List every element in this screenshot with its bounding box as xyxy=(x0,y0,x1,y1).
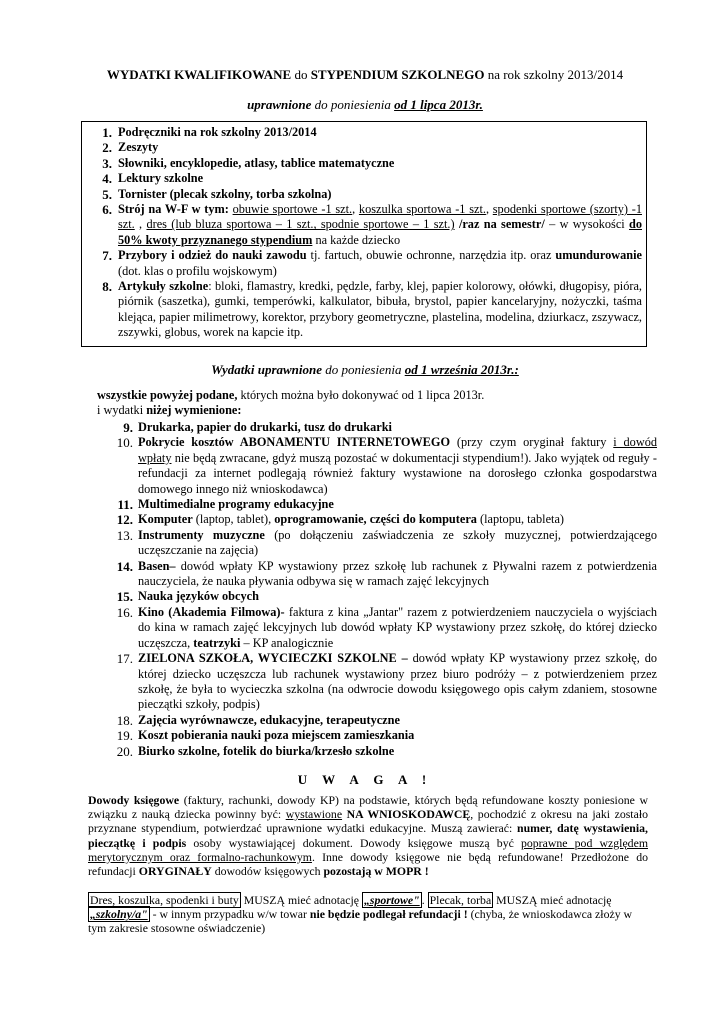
note2-t4: - w innym przypadku w/w towar xyxy=(149,907,310,922)
annotation-paragraph xyxy=(88,893,648,936)
item13-head: Instrumenty muzyczne xyxy=(138,527,265,542)
item-text: Tornister (plecak szkolny, torba szkolna) xyxy=(118,186,332,201)
document-subtitle xyxy=(60,97,670,112)
eligible-items-list xyxy=(86,125,642,341)
subtitle-part-3: od 1 lipca 2013r. xyxy=(394,97,483,112)
section2-part-3: od 1 września 2013r.: xyxy=(404,362,519,377)
item16-t1: faktura z kina „Jantar" razem z potwierdzeniem nauczyciela o wyjściach do kina w ramach zajęć lekcyjnych lub dowód wpłaty KP wystawiony przez szkołę, do której dziecko uczęszcza, xyxy=(138,604,657,650)
item8-text: : bloki, flamastry, kredki, pędzle, farby, klej, papier kolorowy, ołówki, długopisy, pióra, piórnik (saszetka), gumki, temperówki, kalkulator, bibuła, brystol, papier kancelaryjny, nożyczki, taśma klejąca, papier milimetrowy, korektor, przybory geometryczne, plastelina, modelina, dziurkacz, zszywacz, zszywki, globus, worek na kapcie itp. xyxy=(118,279,642,340)
item-text: Koszt pobierania nauki poza miejscem zamieszkania xyxy=(138,728,415,743)
item6-seg7: do 50% kwoty przyznanego stypendium xyxy=(118,217,643,247)
note2-box3: Plecak, torba xyxy=(429,893,492,907)
item10-head: Pokrycie kosztów ABONAMENTU INTERNETOWEGO xyxy=(138,435,451,450)
note-u2: poprawne pod względem merytorycznym oraz formalno-rachunkowym xyxy=(88,835,648,864)
item6-seg4: dres (lub bluza sportowa – 1 szt., spodnie sportowe – 1 szt.) xyxy=(146,217,455,232)
section2-part-2: do poniesienia xyxy=(322,362,405,377)
item16-head2: teatrzyki xyxy=(193,635,241,650)
list-item xyxy=(86,187,642,202)
item-text xyxy=(118,279,642,341)
list-item xyxy=(86,248,642,279)
list-item xyxy=(97,512,657,527)
list-item xyxy=(86,125,642,140)
item12-head2: oprogramowanie, części do komputera xyxy=(274,512,477,527)
item-number: 14. xyxy=(116,558,133,574)
item-number: 2. xyxy=(102,140,112,156)
item-number: 15. xyxy=(116,589,133,605)
subtitle-part-1: uprawnione xyxy=(247,97,312,112)
item17-head: ZIELONA SZKOŁA, WYCIECZKI SZKOLNE – xyxy=(138,651,408,666)
list-item xyxy=(97,744,657,759)
item-number: 9. xyxy=(123,420,133,435)
section-heading xyxy=(60,362,670,377)
item-number: 5. xyxy=(102,186,112,202)
note2-box4: „szkolny/a" xyxy=(90,907,148,922)
item16-head: Kino (Akademia Filmowa)- xyxy=(138,604,285,619)
note-b4: ORYGINAŁY xyxy=(138,864,212,879)
item-text: Nauka języków obcych xyxy=(138,589,259,604)
item6-head: Strój na W-F w tym: xyxy=(118,202,229,217)
list-item xyxy=(97,605,657,651)
item7-text1: tj. fartuch, obuwie ochronne, narzędzia itp. oraz xyxy=(306,248,556,263)
item-text xyxy=(138,512,657,527)
intro-line-2 xyxy=(97,403,657,418)
item-number: 10. xyxy=(116,435,133,451)
list-item xyxy=(97,435,657,497)
item-number: 1. xyxy=(102,125,112,140)
intro-paragraph xyxy=(97,388,657,419)
item-text: Biurko szkolne, fotelik do biurka/krzesło szkolne xyxy=(138,743,395,758)
title-part-4: na rok szkolny 2013/2014 xyxy=(484,67,624,82)
note-t1: (faktury, rachunki, dowody KP) na podstawie, których będą refundowane koszty poniesione w związku z nauką dziecka powinny być: xyxy=(88,793,648,822)
item-text: Multimedialne programy edukacyjne xyxy=(138,497,334,512)
item-number: 6. xyxy=(102,202,112,218)
item-text: Podręczniki na rok szkolny 2013/2014 xyxy=(118,125,317,139)
note2-t2: . xyxy=(421,893,428,907)
item6-seg8: na każde dziecko xyxy=(312,232,401,247)
item10-u1: i dowód wpłaty xyxy=(138,435,657,465)
item7-head2: umundurowanie xyxy=(555,248,642,263)
note-t3: osoby wystawiającej dokument. Dowody księgowe muszą być xyxy=(186,835,521,850)
item-text: Zeszyty xyxy=(118,140,159,155)
item-text xyxy=(138,605,657,651)
item12-t2: (laptopu, tableta) xyxy=(476,512,565,527)
list-item xyxy=(86,140,642,155)
intro-line-1 xyxy=(97,388,657,403)
intro-line2-start: i wydatki xyxy=(97,403,147,418)
item14-t1: dowód wpłaty KP wystawiony przez szkołę lub rachunek z Pływalni razem z potwierdzenia nauczyciela, że nauka pływania odbywa się w ramach zajęć lekcyjnych xyxy=(138,558,657,589)
list-item xyxy=(97,651,657,713)
item-number: 16. xyxy=(116,604,133,620)
item6-seg2: koszulka sportowa -1 szt. xyxy=(358,202,486,217)
item-text: Zajęcia wyrównawcze, edukacyjne, terapeutyczne xyxy=(138,712,400,727)
title-part-2: do xyxy=(291,67,311,82)
note2-b1: nie będzie podlegał refundacji ! xyxy=(309,907,468,922)
item6-seg1: obuwie sportowe -1 szt. xyxy=(232,202,353,217)
item-text xyxy=(138,651,657,713)
item-text: Lektury szkolne xyxy=(118,171,204,186)
list-item xyxy=(97,420,657,435)
item-number: 8. xyxy=(102,279,112,295)
item14-head: Basen– xyxy=(138,558,176,573)
list-item xyxy=(97,713,657,728)
list-item xyxy=(86,171,642,186)
note-b3: numer, datę wystawienia, pieczątkę i podpis xyxy=(88,821,648,850)
item-text xyxy=(138,528,657,559)
note-t4: . Inne dowody księgowe nie będą refundowane! Przedłożone do refundacji xyxy=(88,849,649,879)
note2-t3: MUSZĄ mieć adnotację xyxy=(493,893,612,907)
note-t2: , pochodzić z okresu na jaki zostało przyznane stypendium, potwierdzać uprawnione wydatki edukacyjne. Muszą zawierać: xyxy=(88,807,648,836)
list-item xyxy=(97,528,657,559)
note2-t1: MUSZĄ mieć adnotację xyxy=(240,893,362,907)
list-item xyxy=(86,202,642,248)
item16-t2: – KP analogicznie xyxy=(240,635,334,650)
item10-t1: (przy czym oryginał faktury xyxy=(450,435,614,450)
list-item xyxy=(86,279,642,341)
intro-line1-bold: wszystkie powyżej podane, xyxy=(97,388,238,402)
item7-head: Przybory i odzież do nauki zawodu xyxy=(118,248,307,263)
item12-head: Komputer xyxy=(138,512,193,527)
item-number: 4. xyxy=(102,171,112,187)
title-part-3: STYPENDIUM SZKOLNEGO xyxy=(310,67,485,82)
item-text: Słowniki, encyklopedie, atlasy, tablice matematyczne xyxy=(118,155,395,170)
item13-t1: (po dołączeniu zaświadczenia ze szkoły muzycznej, potwierdzającego uczęszczanie na zajęcia) xyxy=(138,527,657,558)
item-number: 7. xyxy=(102,248,112,264)
additional-items-list xyxy=(97,420,657,759)
item-number: 11. xyxy=(117,497,133,513)
item-number: 19. xyxy=(116,728,133,744)
intro-line1-rest: których można było dokonywać od 1 lipca 2013r. xyxy=(237,388,485,402)
note-b1: Dowody księgowe xyxy=(88,793,180,807)
intro-line2-bold: niżej wymienione: xyxy=(146,403,242,418)
note-b2: NA WNIOSKODAWCĘ xyxy=(342,807,471,822)
item7-text2: (dot. klas o profilu wojskowym) xyxy=(118,263,277,278)
note2-box2: „sportowe" xyxy=(363,893,420,907)
title-part-1: WYDATKI KWALIFIKOWANE xyxy=(106,67,292,82)
item10-t2: nie będą zwracane, gdyż muszą pozostać w dokumentacji stypendium!). Jako wyjątek od reguły - refundacji za internet podlegają również faktury wystawione na dorosłego członka gospodarstwa domowego innego niż wnioskodawca) xyxy=(138,450,657,496)
list-item xyxy=(97,559,657,590)
item8-head: Artykuły szkolne xyxy=(118,279,209,294)
subtitle-part-2: do poniesienia xyxy=(311,97,395,112)
list-item xyxy=(86,156,642,171)
item-text xyxy=(138,435,657,497)
list-item xyxy=(97,728,657,743)
item6-seg3: spodenki sportowe (szorty) -1 szt. xyxy=(118,202,642,232)
note-u1: wystawione xyxy=(285,807,343,822)
item-number: 18. xyxy=(116,712,133,728)
list-item xyxy=(97,497,657,512)
note-b5: pozostają w MOPR ! xyxy=(323,864,429,879)
item12-t1: (laptop, tablet), xyxy=(192,512,275,527)
item-text: Drukarka, papier do drukarki, tusz do drukarki xyxy=(138,420,392,434)
section2-part-1: Wydatki uprawnione xyxy=(211,362,323,377)
item6-seg5: /raz na semestr/ xyxy=(458,217,545,232)
note-t5: dowodów księgowych xyxy=(211,864,324,879)
item-text xyxy=(118,248,642,279)
item-number: 12. xyxy=(116,512,133,528)
note2-t5: (chyba, że wnioskodawca złoży w tym zakresie stosowne oświadczenie) xyxy=(88,907,633,936)
item-number: 20. xyxy=(116,743,133,759)
note2-box1: Dres, koszulka, spodenki i buty xyxy=(90,893,239,907)
warning-paragraph xyxy=(88,793,648,878)
item17-t1: dowód wpłaty KP wystawiony przez szkołę, do której dziecko uczęszcza lub rachunek wystawiony przez biuro podróży – z potwierdzeniem przez szkołę, że była to wycieczka szkolna (na odwrocie dowodu księgowego opis całym zdaniem, stosowne pieczątki szkoły, podpis) xyxy=(138,651,657,712)
item6-seg6: – w wysokości xyxy=(549,217,630,232)
item-number: 17. xyxy=(116,651,133,667)
item-number: 3. xyxy=(102,155,112,171)
list-item xyxy=(97,589,657,604)
item-number: 13. xyxy=(116,527,133,543)
item-text xyxy=(138,559,657,590)
document-title xyxy=(60,67,670,82)
item-text: Strój na W-F w tym: obuwie sportowe -1 szt., koszulka sportowa -1 szt., spodenki sportowe (szorty) -1 szt. , dres (lub bluza sportowa – 1 szt., spodnie sportowe – 1 szt.) /raz na semestr/ – w wysokości do 50% kwoty przyznanego stypendium na każde dziecko xyxy=(118,202,643,247)
warning-heading: U W A G A ! xyxy=(297,772,433,787)
